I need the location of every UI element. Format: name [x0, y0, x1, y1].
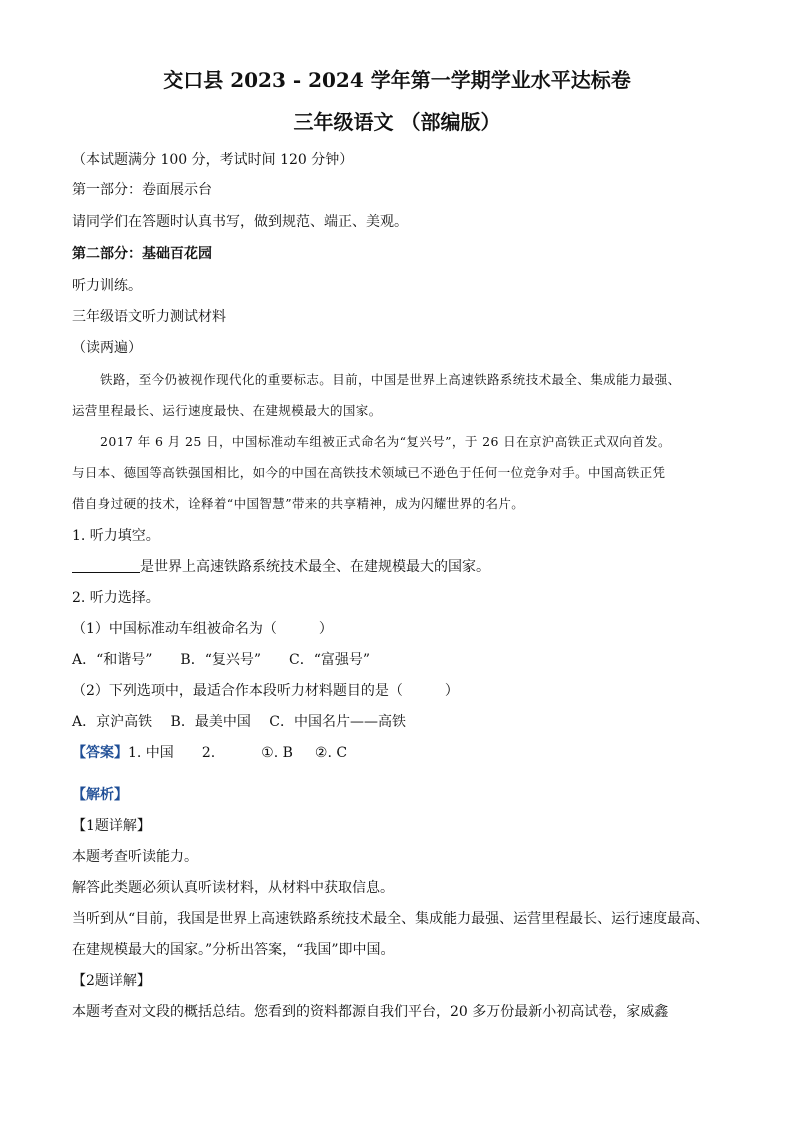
read-note: （读两遍）: [72, 340, 142, 356]
q2-1-question: （1）中国标准动车组被命名为（ ）: [72, 621, 333, 637]
passage-line: 铁路，至今仍被视作现代化的重要标志。目前，中国是世界上高速铁路系统技术最全、集成能力最强、: [100, 372, 681, 387]
q2-detail-label: 【2题详解】: [72, 973, 151, 989]
analysis-line: 本题考查听读能力。: [72, 849, 198, 865]
q1-label: 1. 听力填空。: [72, 528, 160, 544]
listening-label: 听力训练。: [72, 278, 142, 294]
answer-2-1: ①. B: [261, 745, 293, 761]
answer-2-2: ②. C: [314, 745, 348, 761]
q2-label: 2. 听力选择。: [72, 590, 160, 606]
exam-info: （本试题满分 100 分，考试时间 120 分钟）: [72, 152, 354, 168]
q2-2-question: （2）下列选项中，最适合作本段听力材料题目的是（ ）: [72, 683, 459, 699]
answer-label: 【答案】: [72, 745, 128, 761]
answer-2-number: 2.: [201, 745, 216, 761]
passage-line: 运营里程最长、运行速度最快、在建规模最大的国家。: [72, 403, 382, 418]
answer-blank: [72, 558, 140, 573]
material-title: 三年级语文听力测试材料: [72, 309, 226, 325]
part1-instruction: 请同学们在答题时认真书写，做到规范、端正、美观。: [72, 214, 408, 230]
q1-detail-label: 【1题详解】: [72, 818, 151, 834]
passage-line: 借自身过硬的技术，诠释着“中国智慧”带来的共享精神，成为闪耀世界的名片。: [72, 496, 525, 511]
page-title: 交口县 2023 - 2024 学年第一学期学业水平达标卷: [163, 68, 631, 92]
q1-sentence: 是世界上高速铁路系统技术最全、在建规模最大的国家。: [140, 559, 490, 575]
passage-line: 2017 年 6 月 25 日，中国标准动车组被正式命名为“复兴号”，于 26 日在京沪高铁正式双向首发。: [100, 434, 671, 449]
q2-1-options: A．“和谐号” B．“复兴号” C．“富强号”: [72, 652, 371, 668]
page-subtitle: 三年级语文 （部编版）: [293, 110, 501, 134]
q1-fill-blank: [72, 557, 490, 577]
passage-line: 与日本、德国等高铁强国相比，如今的中国在高铁技术领域已不逊色于任何一位竞争对手。中国高铁正凭: [72, 465, 666, 480]
analysis-line: 解答此类题必须认真听读材料，从材料中获取信息。: [72, 880, 394, 896]
q2-2-options: A．京沪高铁 B．最美中国 C．中国名片——高铁: [72, 714, 407, 730]
analysis-label: 【解析】: [72, 787, 128, 803]
analysis-line: 本题考查对文段的概括总结。您看到的资料都源自我们平台，20 多万份最新小初高试卷，家威鑫: [72, 1004, 669, 1020]
part1-heading: 第一部分：卷面展示台: [72, 182, 212, 198]
answer-row: [72, 743, 347, 763]
analysis-line: 在建规模最大的国家。”分析出答案，“我国”即中国。: [72, 942, 395, 958]
part2-heading: 第二部分：基础百花园: [72, 246, 212, 262]
analysis-line: 当听到从“目前，我国是世界上高速铁路系统技术最全、集成能力最强、运营里程最长、运行速度最高、: [72, 911, 710, 927]
answer-1: 1. 中国: [128, 745, 174, 761]
